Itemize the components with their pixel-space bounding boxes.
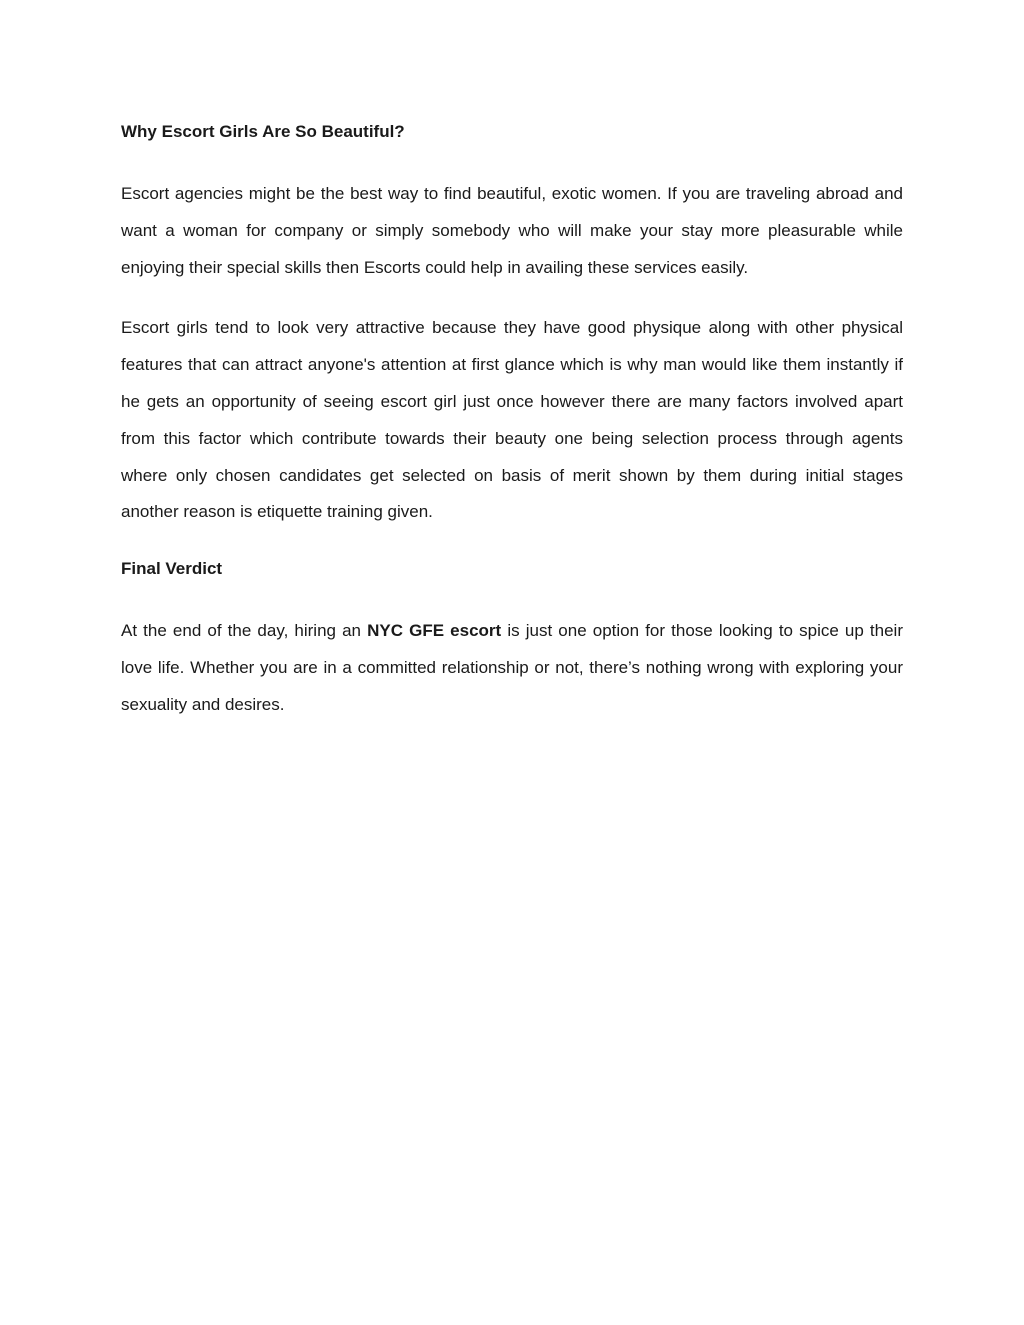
spacer [121, 286, 903, 310]
nyc-gfe-escort-link[interactable]: NYC GFE escort [367, 621, 502, 641]
spacer [121, 583, 903, 613]
paragraph-final-verdict [121, 613, 903, 723]
section-heading-final-verdict: Final Verdict [121, 559, 223, 579]
spacer [121, 146, 903, 176]
paragraph-escort-girls-attractive: Escort girls tend to look very attractive because they have good physique along with other physical features that can attract anyone's attention at first glance which is why man would like them instantly if he gets an opportunity of seeing escort girl just once however there are many factors involved apart from this factor which contribute towards their beauty one being selection process through agents where only chosen candidates get selected on basis of merit shown by them during initial stages another reason is etiquette training given. [121, 318, 903, 522]
section-heading-why-beautiful: Why Escort Girls Are So Beautiful? [121, 122, 405, 141]
spacer [121, 531, 903, 555]
document-content [121, 118, 903, 724]
paragraph-text-before: At the end of the day, hiring an [121, 621, 368, 641]
paragraph-text-after: is just one option for those looking to spice up their love life. Whether you are in a committed relationship or not, there’s nothing wrong with exploring your sexuality and desires. [121, 621, 904, 714]
paragraph-escort-agencies: Escort agencies might be the best way to find beautiful, exotic women. If you are traveling abroad and want a woman for company or simply somebody who will make your stay more pleasurable while enjoying their special skills then Escorts could help in availing these services easily. [121, 184, 903, 277]
